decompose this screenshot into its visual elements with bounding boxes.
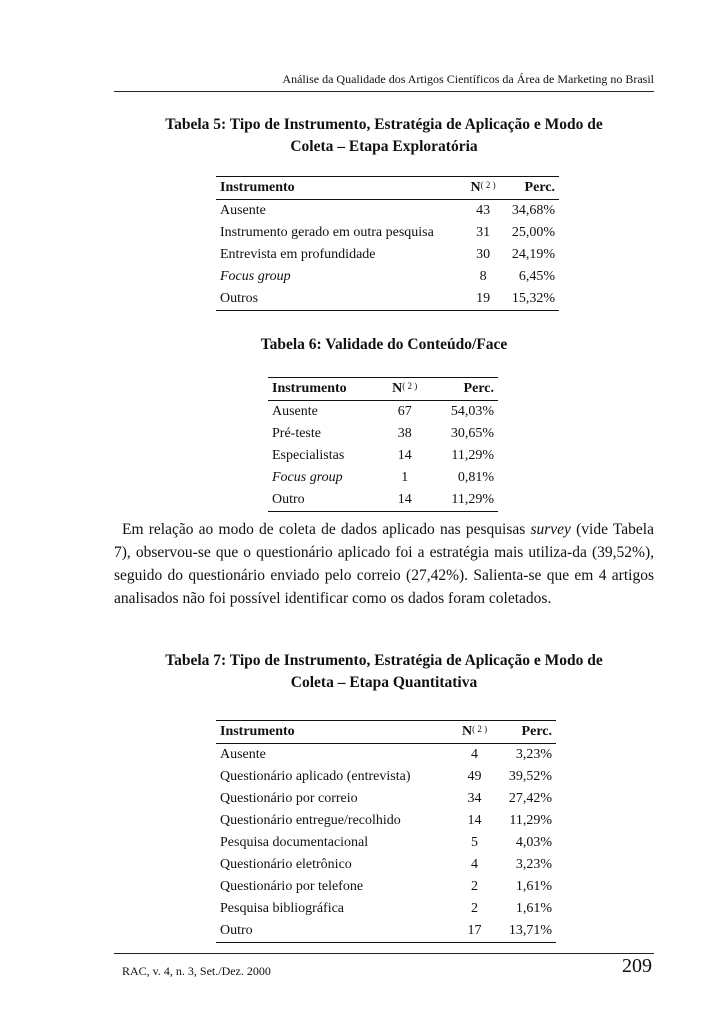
row-perc: 6,45%	[518, 269, 555, 284]
running-header: Análise da Qualidade dos Artigos Científicos da Área de Marketing no Brasil	[282, 72, 654, 86]
table-row	[268, 445, 498, 467]
table7-caption-line1: Tabela 7: Tipo de Instrumento, Estratégia de Aplicação e Modo de	[165, 652, 603, 669]
table-row	[216, 266, 559, 288]
table6-header-perc: Perc.	[428, 378, 499, 401]
row-n: 14	[467, 813, 482, 828]
table6-header-instrument: Instrumento	[268, 378, 382, 401]
row-label: Especialistas	[272, 448, 345, 463]
row-n: 4	[471, 747, 479, 762]
row-perc: 54,03%	[450, 404, 494, 419]
header-rule	[114, 91, 654, 92]
table7	[216, 720, 556, 943]
table5	[216, 176, 559, 311]
row-perc: 24,19%	[511, 247, 555, 262]
row-label: Pesquisa documentacional	[220, 835, 369, 850]
row-label: Questionário entregue/recolhido	[220, 813, 401, 828]
row-perc: 39,52%	[508, 769, 552, 784]
row-perc: 4,03%	[515, 835, 552, 850]
row-perc: 25,00%	[511, 225, 555, 240]
table5-caption	[114, 114, 654, 158]
row-n: 31	[476, 225, 491, 240]
row-n: 14	[382, 489, 428, 512]
row-n: 43	[476, 203, 491, 218]
row-label: Focus group	[220, 269, 291, 284]
row-perc: 27,42%	[508, 791, 552, 806]
row-label: Entrevista em profundidade	[220, 247, 376, 262]
table-row	[216, 920, 556, 943]
row-label: Focus group	[272, 470, 343, 485]
row-label: Questionário eletrônico	[220, 857, 352, 872]
table5-header-perc: Perc.	[502, 177, 559, 200]
row-perc: 30,65%	[450, 426, 494, 441]
row-label: Outros	[216, 288, 465, 311]
table6	[268, 377, 498, 512]
row-n: 8	[479, 269, 487, 284]
table-row	[268, 401, 498, 424]
table5-header-instrument: Instrumento	[216, 177, 465, 200]
table7-caption	[114, 650, 654, 694]
row-label: Outro	[268, 489, 382, 512]
row-perc: 1,61%	[515, 879, 552, 894]
row-n: 34	[467, 791, 482, 806]
table-row	[216, 288, 559, 311]
row-n: 14	[397, 448, 412, 463]
paragraph-text-1: Em relação ao modo de coleta de dados aplicado nas pesquisas	[122, 521, 531, 538]
table5-caption-line1: Tabela 5: Tipo de Instrumento, Estratégia de Aplicação e Modo de	[165, 116, 603, 133]
table-row	[216, 200, 559, 223]
table5-caption-line2: Coleta – Etapa Exploratória	[290, 138, 478, 155]
table7-caption-line2: Coleta – Etapa Quantitativa	[290, 674, 478, 691]
page-number: 209	[622, 955, 652, 977]
row-perc: 3,23%	[515, 747, 552, 762]
row-label: Questionário por correio	[220, 791, 358, 806]
table-row	[216, 876, 556, 898]
row-n: 67	[397, 404, 412, 419]
row-n: 1	[401, 470, 409, 485]
table-row	[216, 810, 556, 832]
table5-header-n: $N^{( 2 )}$	[465, 177, 502, 200]
row-n: 4	[471, 857, 479, 872]
row-perc: 11,29%	[451, 448, 494, 463]
body-paragraph	[114, 518, 654, 610]
footer-citation: RAC, v. 4, n. 3, Set./Dez. 2000	[122, 964, 271, 978]
table6-caption: Tabela 6: Validade do Conteúdo/Face	[260, 336, 508, 353]
footer-rule	[114, 953, 654, 954]
table-row	[268, 489, 498, 512]
row-label: Instrumento gerado em outra pesquisa	[220, 225, 434, 240]
row-perc: 34,68%	[511, 203, 555, 218]
paragraph-survey-term: survey	[530, 521, 571, 538]
table5-header-n-sup: ( 2 )	[480, 180, 496, 190]
table-row	[216, 244, 559, 266]
row-label: Ausente	[272, 404, 318, 419]
table7-header-perc: Perc.	[494, 721, 556, 744]
row-perc: 11,29%	[509, 813, 552, 828]
table-row	[216, 766, 556, 788]
table-row	[268, 467, 498, 489]
row-perc: 13,71%	[494, 920, 556, 943]
table-row	[216, 788, 556, 810]
table-row	[216, 854, 556, 876]
row-perc: 0,81%	[457, 470, 494, 485]
table6-header-n: $N^{( 2 )}$	[382, 378, 428, 401]
table-row	[216, 222, 559, 244]
table7-header-instrument: Instrumento	[216, 721, 455, 744]
row-label: Ausente	[220, 203, 266, 218]
row-n: 2	[471, 879, 479, 894]
row-n: 2	[471, 901, 479, 916]
table7-header-n: $N^{( 2 )}$	[455, 721, 495, 744]
row-label: Outro	[216, 920, 455, 943]
row-label: Questionário aplicado (entrevista)	[220, 769, 411, 784]
table-row	[216, 898, 556, 920]
row-n: 5	[471, 835, 479, 850]
table6-header-n-sup: ( 2 )	[402, 381, 418, 391]
row-perc: 1,61%	[515, 901, 552, 916]
row-label: Pré-teste	[272, 426, 321, 441]
row-perc: 3,23%	[515, 857, 552, 872]
row-perc: 11,29%	[428, 489, 499, 512]
row-n: 38	[397, 426, 412, 441]
table7-header-n-sup: ( 2 )	[472, 724, 488, 734]
paragraph-text-2: (vide Tabela 7), observou-se que o questionário aplicado foi a estratégia mais utiliza-da (39,52%), seguido do questionário enviado pelo correio (27,42%). Salienta-se que em 4 artigos analisados não foi possível identificar como os dados foram coletados.	[114, 521, 654, 607]
row-n: 49	[467, 769, 482, 784]
table-row	[216, 832, 556, 854]
row-n: 17	[455, 920, 495, 943]
table-row	[216, 744, 556, 767]
row-label: Questionário por telefone	[220, 879, 364, 894]
table-row	[268, 423, 498, 445]
row-perc: 15,32%	[502, 288, 559, 311]
row-label: Ausente	[220, 747, 266, 762]
row-label: Pesquisa bibliográfica	[220, 901, 345, 916]
row-n: 19	[465, 288, 502, 311]
row-n: 30	[476, 247, 491, 262]
